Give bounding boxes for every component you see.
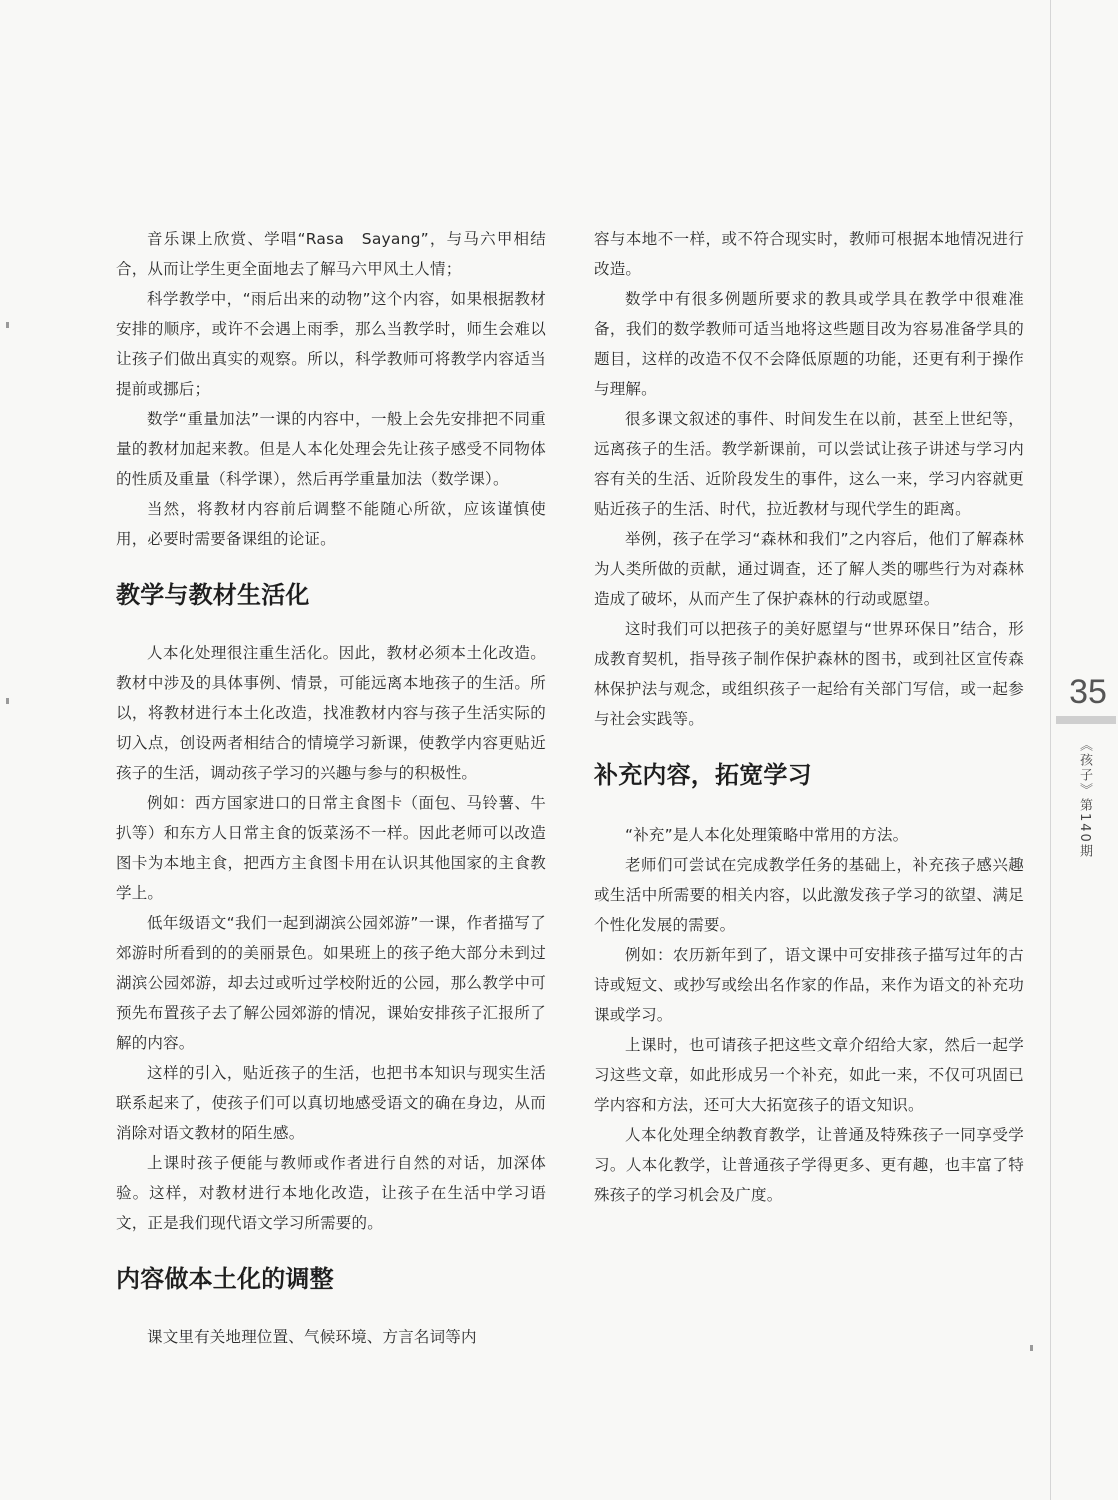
- paragraph: 例如：农历新年到了，语文课中可安排孩子描写过年的古诗或短文、或抄写或绘出名作家的作品，来作为语文的补充功课或学习。: [594, 946, 1024, 1024]
- paragraph: 老师们可尝试在完成教学任务的基础上，补充孩子感兴趣或生活中所需要的相关内容，以此激发孩子学习的欲望、满足个性化发展的需要。: [594, 856, 1024, 934]
- paragraph: 音乐课上欣赏、学唱“Rasa Sayang”，与马六甲相结合，从而让学生更全面地去了解马六甲风土人情；: [116, 230, 546, 278]
- section-heading: 补充内容，拓宽学习: [594, 761, 812, 789]
- paragraph: 这时我们可以把孩子的美好愿望与“世界环保日”结合，形成教育契机，指导孩子制作保护森林的图书，或到社区宣传森林保护法与观念，或组织孩子一起给有关部门写信，或一起参与社会实践等。: [594, 620, 1024, 728]
- paragraph: 上课时孩子便能与教师或作者进行自然的对话，加深体验。这样，对教材进行本地化改造，让孩子在生活中学习语文，正是我们现代语文学习所需要的。: [116, 1154, 546, 1232]
- paragraph: 课文里有关地理位置、气候环境、方言名词等内: [147, 1328, 477, 1346]
- paragraph: 当然，将教材内容前后调整不能随心所欲，应该谨慎使用，必要时需要备课组的论证。: [116, 500, 546, 548]
- section-heading: 内容做本土化的调整: [116, 1265, 334, 1293]
- paragraph: 例如：西方国家进口的日常主食图卡（面包、马铃薯、牛扒等）和东方人日常主食的饭菜汤不一样。因此老师可以改造图卡为本地主食，把西方主食图卡用在认识其他国家的主食教学上。: [116, 794, 546, 902]
- paragraph: 这样的引入，贴近孩子的生活，也把书本知识与现实生活联系起来了，使孩子们可以真切地感受语文的确在身边，从而消除对语文教材的陌生感。: [116, 1064, 546, 1142]
- paragraph: “补充”是人本化处理策略中常用的方法。: [625, 826, 909, 844]
- scan-mark: [6, 698, 9, 704]
- paragraph: 人本化处理很注重生活化。因此，教材必须本土化改造。教材中涉及的具体事例、情景，可能远离本地孩子的生活。所以，将教材进行本土化改造，找准教材内容与孩子生活实际的切入点，创设两者相结合的情境学习新课，使教学内容更贴近孩子的生活，调动孩子学习的兴趣与参与的积极性。: [116, 644, 546, 782]
- left-column: [116, 224, 546, 1352]
- paragraph: 低年级语文“我们一起到湖滨公园郊游”一课，作者描写了郊游时所看到的的美丽景色。如果班上的孩子绝大部分未到过湖滨公园郊游，却去过或听过学校附近的公园，那么教学中可预先布置孩子去了解公园郊游的情况，课始安排孩子汇报所了解的内容。: [116, 914, 546, 1052]
- scan-mark: [1030, 1345, 1033, 1351]
- paragraph: 数学“重量加法”一课的内容中，一般上会先安排把不同重量的教材加起来教。但是人本化处理会先让孩子感受不同物体的性质及重量（科学课），然后再学重量加法（数学课）。: [116, 410, 546, 488]
- paragraph: 上课时，也可请孩子把这些文章介绍给大家，然后一起学习这些文章，如此形成另一个补充，如此一来，不仅可巩固已学内容和方法，还可大大拓宽孩子的语文知识。: [594, 1036, 1024, 1114]
- section-heading: 教学与教材生活化: [116, 581, 310, 609]
- issue-label: 《孩子》第140期: [1077, 738, 1092, 859]
- scan-mark: [6, 322, 9, 328]
- paragraph: 举例，孩子在学习“森林和我们”之内容后，他们了解森林为人类所做的贡献，通过调查，还了解人类的哪些行为对森林造成了破坏，从而产生了保护森林的行动或愿望。: [594, 530, 1024, 608]
- paragraph: 人本化处理全纳教育教学，让普通及特殊孩子一同享受学习。人本化教学，让普通孩子学得更多、更有趣，也丰富了特殊孩子的学习机会及广度。: [594, 1126, 1024, 1204]
- paragraph: 容与本地不一样，或不符合现实时，教师可根据本地情况进行改造。: [594, 230, 1024, 278]
- page-number: 35: [1069, 673, 1107, 711]
- page-edge-line: [1050, 0, 1051, 1500]
- paragraph: 科学教学中，“雨后出来的动物”这个内容，如果根据教材安排的顺序，或许不会遇上雨季，那么当教学时，师生会难以让孩子们做出真实的观察。所以，科学教师可将教学内容适当提前或挪后；: [116, 290, 546, 398]
- right-column: [594, 224, 1024, 1210]
- page-number-bar: [1056, 716, 1116, 724]
- paragraph: 数学中有很多例题所要求的教具或学具在教学中很难准备，我们的数学教师可适当地将这些题目改为容易准备学具的题目，这样的改造不仅不会降低原题的功能，还更有利于操作与理解。: [594, 290, 1024, 398]
- paragraph: 很多课文叙述的事件、时间发生在以前，甚至上世纪等，远离孩子的生活。教学新课前，可以尝试让孩子讲述与学习内容有关的生活、近阶段发生的事件，这么一来，学习内容就更贴近孩子的生活、时代，拉近教材与现代学生的距离。: [594, 410, 1024, 518]
